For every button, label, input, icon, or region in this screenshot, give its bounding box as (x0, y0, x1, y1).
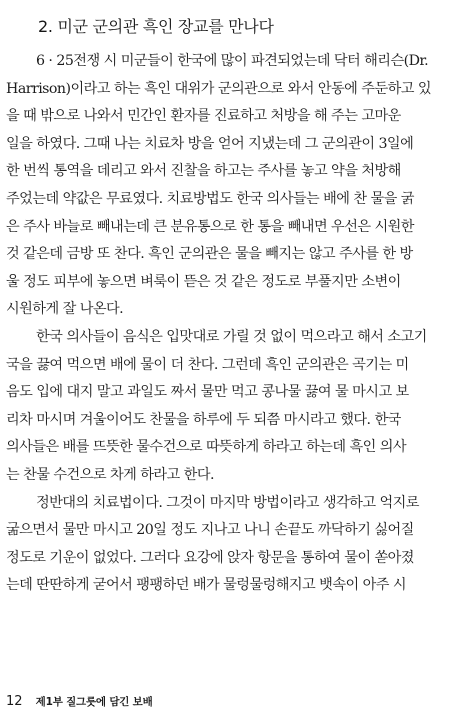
page-number: 12 (6, 694, 23, 709)
page-footer (6, 690, 153, 709)
text-line: 울 정도 피부에 놓으면 벼룩이 뜯은 것 같은 정도로 부풀지만 소변이 (6, 273, 401, 290)
text-line: Harrison)이라고 하는 흑인 대위가 군의관으로 와서 안동에 주둔하고 있 (6, 80, 432, 97)
text-line: 리차 마시며 겨울이어도 찬물을 하루에 두 되쯤 마시라고 했다. 한국 (6, 411, 401, 428)
text-line: 시원하게 잘 나온다. (6, 301, 124, 318)
text-line: 는 찬물 수건으로 차게 하라고 한다. (6, 466, 214, 483)
text-line: 의사들은 배를 뜨뜻한 물수건으로 따뜻하게 하라고 하는데 흑인 의사 (6, 439, 407, 456)
text-line: 6 · 25전쟁 시 미군들이 한국에 많이 파견되었는데 닥터 해리슨(Dr. (36, 53, 429, 69)
body-text (6, 48, 460, 600)
text-line: 정도로 기운이 없었다. 그러다 요강에 앉자 항문을 통하여 물이 쏟아졌 (6, 549, 414, 566)
paragraph-2 (6, 324, 460, 490)
text-line: 음도 입에 대지 말고 과일도 짜서 물만 먹고 콩나물 끓여 물 마시고 보 (6, 384, 409, 401)
paragraph-1 (6, 48, 460, 324)
running-title: 제1부 질그릇에 담긴 보배 (35, 696, 153, 708)
text-line: 것 같은데 금방 또 찬다. 흑인 군의관은 물을 빼지는 않고 주사를 한 방 (6, 246, 413, 263)
text-line: 한국 의사들이 음식은 입맛대로 가릴 것 없이 먹으라고 해서 소고기 (36, 328, 427, 345)
text-line: 일을 하였다. 그때 나는 치료차 방을 얻어 지냈는데 그 군의관이 3일에 (6, 135, 414, 152)
text-line: 정반대의 치료법이다. 그것이 마지막 방법이라고 생각하고 억지로 (36, 494, 419, 511)
text-line: 는데 딴딴하게 굳어서 팽팽하던 배가 물렁물렁해지고 뱃속이 아주 시 (6, 577, 407, 594)
text-line: 주었는데 약값은 무료였다. 치료방법도 한국 의사들는 배에 찬 물을 굵 (6, 190, 414, 207)
section-heading: 2. 미군 군의관 흑인 장교를 만나다 (38, 17, 274, 36)
paragraph-3 (6, 490, 460, 600)
text-line: 국을 끓여 먹으면 배에 물이 더 찬다. 그런데 흑인 군의관은 곡기는 미 (6, 356, 409, 373)
text-line: 한 번씩 통역을 데리고 와서 진찰을 하고는 주사를 놓고 약을 처방해 (6, 163, 401, 180)
text-line: 을 때 밖으로 나와서 민간인 환자를 진료하고 처방을 해 주는 고마운 (6, 108, 401, 125)
text-line: 은 주사 바늘로 빼내는데 큰 분유통으로 한 통을 빼내면 우선은 시원한 (6, 218, 414, 235)
text-line: 굶으면서 물만 마시고 20일 정도 지나고 나니 손끝도 까닥하기 싫어질 (6, 522, 414, 539)
